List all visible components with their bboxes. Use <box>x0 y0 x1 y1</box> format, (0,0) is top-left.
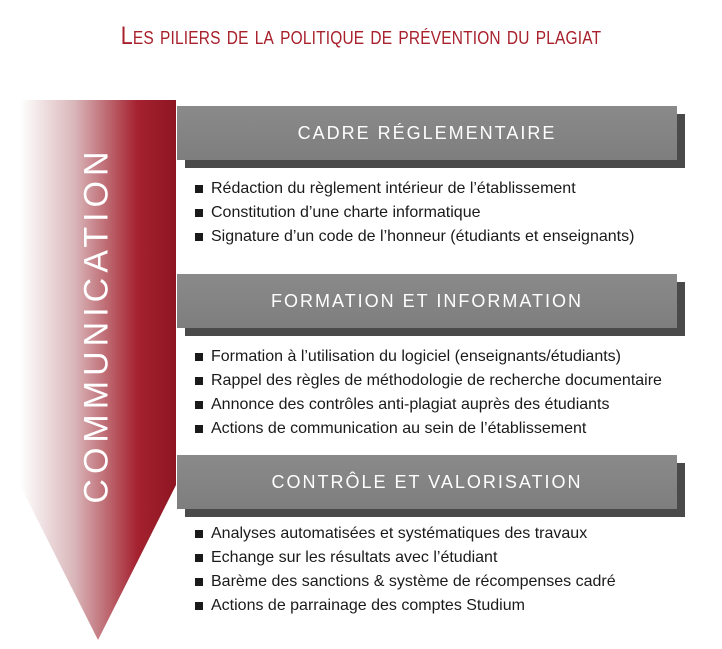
page-title: Les piliers de la politique de prévention du plagiat <box>120 22 602 50</box>
list-item: Rédaction du règlement intérieur de l’établissement <box>195 177 634 201</box>
bullet-icon <box>195 578 203 586</box>
bullet-icon <box>195 530 203 538</box>
section-header-cadre: CADRE RÉGLEMENTAIRE <box>177 106 677 160</box>
section-list-formation <box>195 345 662 441</box>
bullet-icon <box>195 401 203 409</box>
list-item: Barème des sanctions & système de récompenses cadré <box>195 570 616 594</box>
list-item: Echange sur les résultats avec l’étudiant <box>195 546 616 570</box>
bullet-icon <box>195 209 203 217</box>
section-list-cadre <box>195 177 634 249</box>
bullet-icon <box>195 602 203 610</box>
section-header-formation: FORMATION ET INFORMATION <box>177 274 677 328</box>
list-item: Constitution d’une charte informatique <box>195 201 634 225</box>
bullet-icon <box>195 233 203 241</box>
bullet-icon <box>195 377 203 385</box>
bullet-icon <box>195 425 203 433</box>
section-header-controle: CONTRÔLE ET VALORISATION <box>177 455 677 509</box>
bullet-icon <box>195 554 203 562</box>
list-item: Rappel des règles de méthodologie de recherche documentaire <box>195 369 662 393</box>
list-item: Analyses automatisées et systématiques des travaux <box>195 522 616 546</box>
section-list-controle <box>195 522 616 618</box>
list-item: Actions de communication au sein de l’établissement <box>195 417 662 441</box>
arrow-label: COMMUNICATION <box>77 146 116 504</box>
list-item: Signature d’un code de l’honneur (étudiants et enseignants) <box>195 225 634 249</box>
list-item: Actions de parrainage des comptes Studium <box>195 594 616 618</box>
list-item: Annonce des contrôles anti-plagiat auprès des étudiants <box>195 393 662 417</box>
bullet-icon <box>195 353 203 361</box>
bullet-icon <box>195 185 203 193</box>
list-item: Formation à l’utilisation du logiciel (enseignants/étudiants) <box>195 345 662 369</box>
